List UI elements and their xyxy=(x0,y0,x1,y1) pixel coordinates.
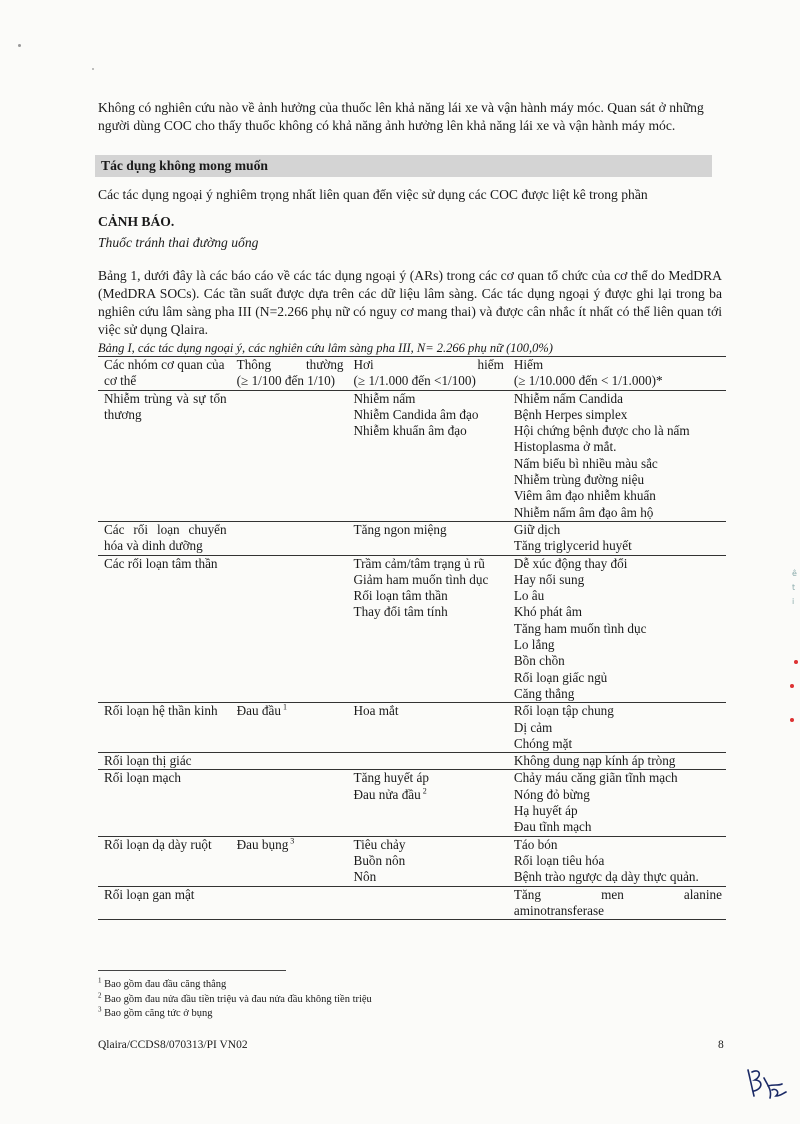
document-code: Qlaira/CCDS8/070313/PI VN02 xyxy=(98,1039,248,1051)
reaction-item: Thay đổi tâm tính xyxy=(353,604,448,620)
uncommon-cell xyxy=(348,770,508,836)
uncommon-cell xyxy=(348,886,508,920)
organ-class-cell: Các rối loạn tâm thần xyxy=(98,555,231,703)
edge-scan-marks xyxy=(788,568,800,668)
reaction-item: Đau đầu $^1$ xyxy=(236,702,287,719)
svg-text:ê: ê xyxy=(792,569,797,578)
reaction-item: Giảm ham muốn tình dục xyxy=(353,571,489,587)
reaction-item: Chảy máu căng giãn tĩnh mạch xyxy=(513,770,678,786)
reaction-item: Bệnh Herpes simplex xyxy=(513,406,628,422)
header-rare-range: (≥ 1/10.000 đến < 1/1.000)* xyxy=(513,373,663,389)
svg-text:t: t xyxy=(792,583,796,592)
rare-cell xyxy=(508,703,726,753)
reaction-item: Tăng huyết áp xyxy=(353,770,429,786)
reaction-item: Rối loạn tâm thần xyxy=(353,588,448,604)
rare-cell xyxy=(508,886,726,920)
table-intro-paragraph: Bảng 1, dưới đây là các báo cáo về các tác dụng ngoại ý (ARs) trong các cơ quan tổ chức của cơ thể do MedDRA (MedDRA SOCs). Các tần suất được dựa trên các dữ liệu lâm sàng. Các tác dụng ngoại ý được ghi lại trong ba nghiên cứu lâm sàng pha III (N=2.266 phụ nữ có nguy cơ mang thai) và được cân nhắc ít nhất có thể liên quan tới việc sử dụng Qlaira. xyxy=(98,268,722,337)
footnote-mark: 3 xyxy=(98,1005,102,1014)
reaction-item: Nhiễm nấm xyxy=(353,390,416,406)
header-rare xyxy=(508,357,726,391)
intro-paragraph: Không có nghiên cứu nào về ảnh hưởng của thuốc lên khả năng lái xe và vận hành máy móc. Quan sát ở những người dùng COC cho thấy thuốc không có khả năng ảnh hưởng lên khả năng lái xe và vận hành máy móc. xyxy=(98,100,704,133)
reaction-item: Nhiễm nấm Candida xyxy=(513,390,623,406)
reaction-item: Lo âu xyxy=(513,588,545,604)
header-uncommon xyxy=(348,357,508,391)
reaction-item: Đau bụng $^3$ xyxy=(236,836,295,852)
rare-cell xyxy=(508,770,726,836)
table-row xyxy=(98,753,726,770)
reaction-item: Nấm biểu bì nhiều màu sắc xyxy=(513,455,658,471)
reaction-item: Hay nổi sung xyxy=(513,571,585,587)
svg-text:i: i xyxy=(792,597,795,606)
page-number: 8 xyxy=(718,1039,724,1051)
reaction-item: Viêm âm đạo nhiễm khuẩn xyxy=(513,488,656,504)
reaction-item: Khó phát âm xyxy=(513,604,582,620)
footnote xyxy=(98,1005,213,1019)
common-cell xyxy=(231,390,348,521)
uncommon-cell xyxy=(348,555,508,703)
common-cell xyxy=(231,770,348,836)
footnote-ref: 3 xyxy=(288,836,295,846)
reaction-item: Giữ dịch xyxy=(513,521,561,537)
header-common xyxy=(231,357,348,391)
section-heading-bar xyxy=(95,155,712,177)
scan-speck xyxy=(18,44,21,47)
common-cell xyxy=(231,555,348,703)
table-row xyxy=(98,770,726,836)
header-common-range: (≥ 1/100 đến 1/10) xyxy=(236,373,336,389)
red-margin-mark xyxy=(790,718,794,722)
reaction-item: Dị cảm xyxy=(513,719,553,735)
rare-cell xyxy=(508,390,726,521)
table-row xyxy=(98,521,726,555)
table-header-row xyxy=(98,357,726,391)
common-cell xyxy=(231,836,348,886)
reaction-item: Đau nửa đầu $^2$ xyxy=(353,786,427,802)
reaction-item: Buồn nôn xyxy=(353,852,406,868)
table-caption: Bảng I, các tác dụng ngoại ý, các nghiên cứu lâm sàng pha III, N= 2.266 phụ nữ (100,0%) xyxy=(98,341,553,355)
reaction-item: Trầm cảm/tâm trạng ủ rũ xyxy=(353,555,485,571)
adverse-reactions-table xyxy=(98,356,726,920)
footnote-text: Bao gồm đau đầu căng thẳng xyxy=(101,979,227,990)
header-organ: Các nhóm cơ quan của cơ thể xyxy=(98,357,231,391)
reaction-item: Dễ xúc động thay đổi xyxy=(513,555,628,571)
header-uncommon-label: Hơi hiếm xyxy=(353,357,504,372)
warning-reference: CẢNH BÁO. xyxy=(98,214,175,229)
header-common-label: Thông thường xyxy=(236,357,344,372)
footnote-mark: 1 xyxy=(98,976,102,985)
organ-class-cell: Rối loạn mạch xyxy=(98,770,231,836)
organ-class-cell: Nhiễm trùng và sự tổn thương xyxy=(98,390,231,521)
reaction-item: Rối loạn giấc ngủ xyxy=(513,669,608,685)
footnote-ref: 1 xyxy=(280,702,287,712)
reaction-item: Tiêu chảy xyxy=(353,836,406,852)
footnote-text: Bao gồm căng tức ở bụng xyxy=(101,1008,213,1019)
subheading: Thuốc tránh thai đường uống xyxy=(98,235,259,250)
reaction-item: Hạ huyết áp xyxy=(513,803,578,819)
reaction-item: Lo lắng xyxy=(513,637,555,653)
uncommon-cell xyxy=(348,836,508,886)
footnote-divider xyxy=(98,970,286,971)
rare-cell xyxy=(508,555,726,703)
reaction-item: Nhiễm trùng đường niệu xyxy=(513,472,645,488)
common-cell xyxy=(231,521,348,555)
header-rare-label: Hiếm xyxy=(513,357,544,372)
reaction-item: Nhiễm Candida âm đạo xyxy=(353,406,479,422)
section-heading: Tác dụng không mong muốn xyxy=(101,158,268,173)
rare-cell xyxy=(508,521,726,555)
reaction-item: Hoa mắt xyxy=(353,703,399,719)
reaction-item: Rối loạn tiêu hóa xyxy=(513,852,605,868)
organ-class-cell: Rối loạn gan mật xyxy=(98,886,231,920)
reaction-item: Rối loạn tập chung xyxy=(513,703,614,719)
footnote-ref: 2 xyxy=(420,786,427,796)
reaction-item: Nhiễm nấm âm đạo âm hộ xyxy=(513,504,654,520)
reaction-item: Bệnh trào ngược dạ dày thực quản. xyxy=(513,869,699,885)
footnote xyxy=(98,976,227,990)
table-row xyxy=(98,555,726,703)
reaction-item: Căng thẳng xyxy=(513,685,575,701)
rare-cell xyxy=(508,753,726,770)
footnote-text: Bao gồm đau nửa đầu tiền triệu và đau nửa đầu không tiền triệu xyxy=(101,994,372,1005)
organ-class-cell: Rối loạn thị giác xyxy=(98,753,231,770)
reaction-item: aminotransferase xyxy=(513,902,604,918)
uncommon-cell xyxy=(348,753,508,770)
reaction-item: Tăng men alanine xyxy=(513,886,722,902)
organ-class-cell: Rối loạn dạ dày ruột xyxy=(98,836,231,886)
reaction-item: Tăng ngon miệng xyxy=(353,521,447,537)
reaction-item: Tăng triglycerid huyết xyxy=(513,538,632,554)
organ-class-cell: Rối loạn hệ thần kinh xyxy=(98,703,231,753)
table-row xyxy=(98,836,726,886)
table-row xyxy=(98,390,726,521)
uncommon-cell xyxy=(348,390,508,521)
table-row xyxy=(98,703,726,753)
red-margin-mark xyxy=(790,684,794,688)
reaction-item: Nhiễm khuẩn âm đạo xyxy=(353,423,467,439)
footnote xyxy=(98,991,372,1005)
handwritten-initials xyxy=(742,1064,788,1104)
common-cell xyxy=(231,703,348,753)
common-cell xyxy=(231,753,348,770)
reaction-item: Táo bón xyxy=(513,836,558,852)
table-row xyxy=(98,886,726,920)
reaction-item: Đau tĩnh mạch xyxy=(513,819,592,835)
reaction-item: Không dung nạp kính áp tròng xyxy=(513,753,676,769)
rare-cell xyxy=(508,836,726,886)
reaction-item: Chóng mặt xyxy=(513,735,573,751)
footnote-mark: 2 xyxy=(98,991,102,1000)
organ-class-cell: Các rối loạn chuyển hóa và dinh dưỡng xyxy=(98,521,231,555)
scan-speck xyxy=(92,68,94,70)
reaction-item: Nóng đỏ bừng xyxy=(513,786,590,802)
uncommon-cell xyxy=(348,703,508,753)
table-body xyxy=(98,390,726,920)
uncommon-cell xyxy=(348,521,508,555)
common-cell xyxy=(231,886,348,920)
reaction-item: Tăng ham muốn tình dục xyxy=(513,620,647,636)
reaction-item: Bồn chồn xyxy=(513,653,565,669)
reaction-item: Hội chứng bệnh được cho là nấm Histoplasma ở mắt. xyxy=(513,423,690,455)
reaction-item: Nôn xyxy=(353,869,377,885)
header-uncommon-range: (≥ 1/1.000 đến <1/100) xyxy=(353,373,476,389)
serious-ar-text: Các tác dụng ngoại ý nghiêm trọng nhất liên quan đến việc sử dụng các COC được liệt kê trong phần xyxy=(98,187,648,202)
